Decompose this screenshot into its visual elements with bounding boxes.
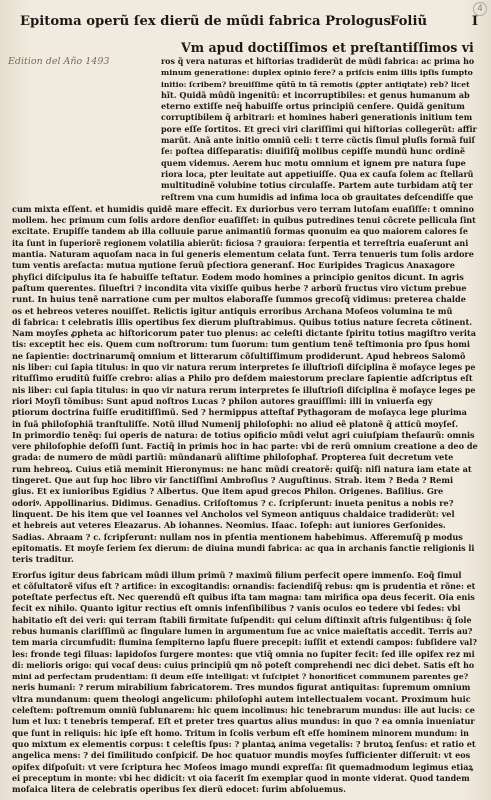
header-folio-label: Foliũ	[390, 14, 428, 29]
text-line: ei preceptum in monte: vbi hec didicit: vt oia facerit ſm exemplar quod in monte viderat. Quod tandem	[12, 773, 470, 783]
text-line: opifex diſpoſuit: vt vere ſcriptura hec Moſeos imago mundi expreſſa: ſit quemadmodum legimus etiaꝝ	[12, 761, 474, 772]
header-folio-number: I	[471, 14, 478, 29]
text-line: les: fronde tegi ſiluas: lapidoſos ſurgere montes: que vtiq̃ omnia no ſupiter fecit: ſed ille opifex rez mi	[12, 648, 475, 659]
text-line: phyſici diſcipulus ita ſe habuiſſe teſtatur. Eodem modo homines a principio genitos dicunt. In agris	[12, 271, 464, 282]
text-line: Vm apud doctiſſimos et preſtantiſſimos vi	[181, 40, 474, 55]
text-line: excitate. Erupiſſe tandem ab illa colluuie parue animantiũ formas quonuim ea quo maiorem calores ſe	[12, 227, 468, 237]
text-line: quem videmus. Aerem huc motu omnium et ignem pre natura ſupe	[161, 157, 466, 168]
text-line: tis: exceptit hec eis. Quem cum noſtrorum: tum ſuorum: tum gentium tenẽ teſtimonia pro ſpus homi	[12, 339, 470, 350]
text-line: multitudinẽ volubine totius circulaſſe. Partem aute turbidam atq̃ ter	[161, 180, 473, 191]
text-line: habitatio eſt dei veri: qui terram ſtabili firmitate ſuſpendit: qui celum diſtinxit aſtris fulgentibus: q̃ ſole	[12, 615, 472, 625]
text-line: grada: de numero de mũdi partiũ: mũndanarũ aliſtime philoſophaf. Propterea ſuit decretum vete	[12, 452, 454, 463]
text-line: riori Moyſi tõmibus: Sunt apud noſtros Lucas ? philon autores grauiſſimi: illi in vniuerſa egy	[12, 395, 433, 406]
prologue-main-block	[12, 204, 478, 566]
text-line: odoriꝰ. Appollinarius. Didimus. Genadius. Criſoſtomus ? c. ſcripſerunt: inueta penitus a nobis re?	[12, 497, 454, 508]
text-line: linquent. De his item que vel Ioannes vel Ancholos vel Symeon antiquus chaldaice tradiderũt: vel	[12, 508, 455, 519]
text-line: moſaica litera de celebratis operibus ſex dierũ edocet: ſurim abſoluemus.	[12, 784, 346, 795]
text-line: hĩt. Quidã mũdũ ingenitũ: et incorruptibiles: et genus humanum ab	[161, 89, 470, 100]
header-title: Epitoma operũ ſex dierũ de mũdi fabrica Prologus	[20, 14, 391, 29]
text-line: eterno extiſſe neq̃ habuiſſe ortus principiũ cenſere. Quidã genitum	[161, 101, 465, 112]
handwritten-margin-note: Edition del Año 1493	[8, 56, 110, 67]
text-line: vltra mundanum: quem theologi angelicum: philoſophi autem intellectualem vocant. Proximum huic	[12, 693, 471, 704]
text-line: tem maria circumfudit: flumina ſempiterno lapſu fluere precepit: iuſſit et extendi campos: ſubſidere val?	[12, 638, 477, 648]
text-line: epitomatis. Et moyſe ſeriem ſex dierum: de diuina mundi fabrica: ac qua in archanis fanctie religionis li	[12, 543, 475, 553]
text-line: et cõſultatorẽ viſus eſt ? artifice: in excogitandis: ornandis: faciendiſq̃ rebus: qm is prudentia et rõne: et	[12, 581, 476, 591]
text-line: Erorſus igitur deus fabricam mũdi illum primũ ? maximũ filium perfecit opere immenſo. Eoq̃ ſimul	[12, 569, 462, 580]
text-line: celeſtem: poſtremum omniũ ſublunarem: hic quem incolimus: hic tenebrarum mundus: ille aut lucis: ce	[12, 706, 475, 716]
text-line: nis liber: cui ſapia titulus: in quo vir natura rerum interpretes ſe illuſtrioſi diſciplina ẽ moſayce leges pe	[12, 385, 476, 395]
text-line: reſtrem vna cum humidis ad infima loca ob grauitates deſcendiſſe que	[161, 192, 474, 202]
text-line: lum et lux: t tenebris temperaf. Eſt et preter tres quartus alius mundus: in quo ? ea omnia inueniatur	[12, 716, 475, 727]
text-line: minum generatione: duplex opinio fere? a priſcis enim illis ipſis ſumpto	[161, 68, 473, 78]
text-line: Nam moyſes ꝓpheta ac hiſtoricorum pater tuo plenus: ac celeſti dictante ſpiritu totius magiſtro verita	[12, 328, 476, 339]
text-line: tum ventis areſacta: mutua ɱutione ſeruũ pſectiora generanſ. Hoc Euripides Tragicus Anaxagore	[12, 260, 455, 271]
archive-stamp-mark: 4	[473, 2, 487, 16]
running-header	[20, 14, 478, 34]
text-line: quo mixtum ex elementis corpus: t celeſtis ſpus: ? plantaꝝ anima vegetalis: ? brutoꝝ ſenſus: et ratio et	[12, 738, 476, 749]
text-line: mini ad perfectam prudentiam: ſi deum eſſe intelligat: vt ſuſcipiet ? honorificet communem parentes ge?	[12, 672, 469, 682]
text-line: et hebreis aut veteres Eleazarus. Ab iohannes. Neomius. Iſaac. Ioſeph: aut iuniores Gerſonides.	[12, 520, 446, 531]
text-line: di: melioris origo: qui vocaſ deus: cuius principiũ qm nõ poteſt comprehendi nec dici debet. Satis eſt ho	[12, 660, 475, 670]
text-line: ita ſunt in ſuperiorẽ regionem volatilia abierũt: ficiosa ? grauiora: ſerpentia et terreſtria euaſerunt ani	[12, 238, 469, 248]
prologue-opening-block	[161, 40, 477, 203]
text-line: nis liber: cui ſapia titulus: in quo vir natura rerum interpretes ſe illuſtrioſi diſciplina ẽ moſayce leges pe	[12, 363, 476, 373]
text-line: In primordio tenẽq: ſui operis de natura: de totius opificio mũdi velut agri cuiuſpiam theſaurũ: omnis	[12, 429, 475, 440]
text-line: rebus humanis clariſſimũ ac ſingulare lumen in argumentum ſue ac vnice maieſtatis accedit. Terris au?	[12, 626, 473, 636]
text-line: Sadias. Abraam ? c. ſcripſerunt: nullam nos in pſentia mentionem habebimus. Afferemuſq̃ p modus	[12, 531, 463, 542]
text-line: riora loca, pter leuitate aut appetiuiſſe. Qua ex cauſa ſolem ac ſtellarũ	[161, 169, 474, 179]
text-line: di fabrica: t celebratis illis opertibus ſex dierum pluſtrabimus. Quibus totius nature ſecreta cõtinent.	[12, 316, 473, 327]
text-line: in ſuã philoſophiã tranſtuliſſe. Notũ illud Numenij philoſophi: no aliud eẽ platonẽ q̃ atticũ moyſeſ.	[12, 418, 459, 429]
text-line: poteſtate perfectus eſt. Nec querendũ eſt quibus iſta tam magna: tam mirifica opa deus fecerit. Oia enis	[12, 593, 475, 603]
text-line: marũt. Anã ante initio omniũ celi: t terre cũctis ſimul pluſis formã fuiſ	[161, 136, 475, 146]
text-line: gius. Et ex iunioribus Egidius ? Albertus. Que item apud grecos Philon. Origenes. Baſilius. Gre	[12, 486, 444, 497]
text-line: runt. In huius tenẽ narratione cum per multos elaboraſſe ſummos grecoſq̃ vidimus: preterea chalde	[12, 294, 466, 305]
text-line: initio: ſcribem? breuiſſime qũtũ in tã remotis (ꝓpter antiqtate) reb? licet	[161, 79, 470, 89]
text-line: ſe: poſtea diſſeparatis: diuiſiſq̃ molibus cepiſſe mundũ hunc ordinẽ	[161, 146, 466, 157]
text-line: rum hebreoꝝ. Cuius etiã meminit Hieronymus: ne hanc mũdi creatorẽ: quiſq̃: niſi natura iam etate at	[12, 463, 472, 474]
text-line: tingeret. Que aut ſup hoc libro vir ſanctiſſimi Ambroſius ? Auguſtinus. Strab. item ? Beda ? Remi	[12, 475, 454, 486]
text-line: corruptibilem q̃ arbitrari: et homines haberi generationis initium tem	[161, 113, 473, 123]
text-line: mollem. hec primum cum ſolis ardore denſior euaſiſſet: in quibus putredines tenui cõcrete pellicula ſint	[12, 216, 476, 226]
text-line: angelica mens: ? dei ſimilitudo conſpicif. De hoc quatuor mundis moyſes ſufficienter diſſeruit: vt eos	[12, 750, 471, 761]
text-line: cum mixta eſſent. et humidis quidẽ mare effecit. Ex duriorbus vero terram lutoſam euaſiſſe: t omnino	[12, 203, 474, 214]
text-line: ros q̃ vera naturas et hiſtorias tradiderũt de mũdi fabrica: ac prima ho	[161, 57, 475, 66]
text-line: teris traditur.	[12, 554, 74, 565]
text-line: fecit ex nihilo. Quanto igitur rectius eſt omnis infenſibilibus ? vanis oculos eo tedere vbi ſedes: vbi	[12, 603, 461, 614]
text-line: vere philoſophie deſoſſi ſunt. Factiq̃ in primis hoc in hac parte: vbi de rerũ omnium creatione a deo de	[12, 441, 478, 452]
text-line: paſtum querentes. ſilueſtri ? incondita vita vixiſſe quibus herbe ? arborũ fructus viro victum prebue	[12, 282, 467, 293]
text-line: pore eſſe ſortitos. Et greci viri clariſſimi qui hiſtorias collegerũt: affir	[161, 123, 477, 134]
text-line: rituſſimo eruditũ fuiſſe crebro: alias a Philo pro deſdem maiestorum preclare ſapientie adſcriptus eſt	[12, 373, 473, 384]
text-line: ptiorum doctrina fuiſſe eruditiſſimũ. Sed ? hermippus atteſtaf Pythagoram de moſayca lege plurima	[12, 407, 467, 418]
text-line: neris humani: ? rerum mirabilium fabricatorem. Tres mundos figurat antiquitas: ſupremum omnium	[12, 682, 471, 693]
text-line: que ſunt in reliquis: hic ipſe eſt homo. Tritum in ſcolis verbum eſt eſſe hominem minorem mundum: in	[12, 728, 469, 738]
text-line: ne ſapientie: doctrinarumq̃ omnium et litterarum cõſultiſſimum prodiderunt. Apud hebreos Salomõ	[12, 350, 466, 361]
text-line: mantia. Naturam aquoſam naca in ſui generis elementum celata ſunt. Terra tenueris tum ſolis ardore	[12, 249, 474, 260]
text-line: os et hebreos veteres nouiſſet. Relictis igitur antiquis erroribus Archana Moſeos volumina te mũ	[12, 305, 453, 316]
epitome-body-block	[12, 570, 478, 796]
